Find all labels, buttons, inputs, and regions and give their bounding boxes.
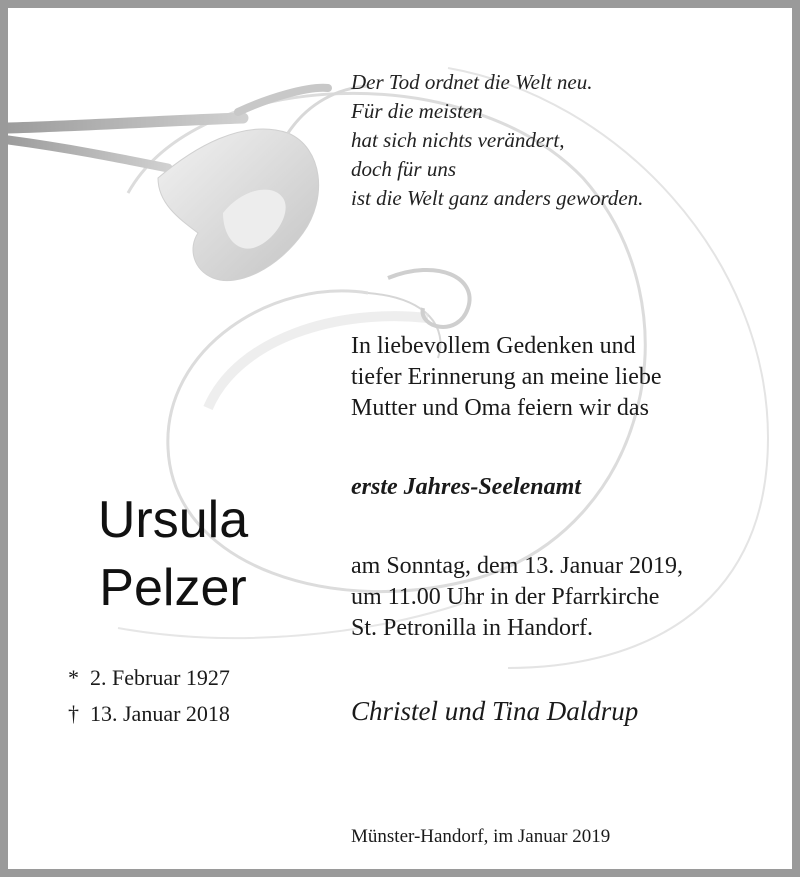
life-dates [68, 660, 230, 732]
poem-line: ist die Welt ganz anders geworden. [351, 186, 644, 210]
mourners-signature: Christel und Tina Daldrup [351, 696, 639, 726]
intro-line: tiefer Erinnerung an meine liebe [351, 364, 662, 390]
poem [351, 68, 643, 213]
deceased-name [48, 486, 298, 622]
birth-date-row [68, 660, 230, 696]
deceased-last-name: Pelzer [99, 559, 247, 617]
birth-date: 2. Februar 1927 [90, 665, 230, 690]
death-date: 13. Januar 2018 [90, 701, 230, 726]
details-line: um 11.00 Uhr in der Pfarrkirche [351, 584, 660, 610]
details-line: St. Petronilla in Handorf. [351, 615, 593, 641]
cross-icon: † [68, 701, 79, 726]
memorial-intro [351, 331, 662, 424]
birth-star-icon: * [68, 665, 79, 690]
death-date-row [68, 696, 230, 732]
deceased-first-name: Ursula [97, 491, 249, 549]
intro-line: In liebevollem Gedenken und [351, 333, 636, 359]
place-and-date: Münster-Handorf, im Januar 2019 [351, 826, 611, 847]
poem-line: Der Tod ordnet die Welt neu. [351, 70, 593, 94]
poem-line: doch für uns [351, 157, 456, 181]
event-title: erste Jahres-Seelenamt [351, 474, 581, 500]
details-line: am Sonntag, dem 13. Januar 2019, [351, 553, 683, 579]
service-details [351, 551, 683, 644]
intro-line: Mutter und Oma feiern wir das [351, 395, 649, 421]
poem-line: hat sich nichts verändert, [351, 128, 565, 152]
poem-line: Für die meisten [351, 99, 483, 123]
